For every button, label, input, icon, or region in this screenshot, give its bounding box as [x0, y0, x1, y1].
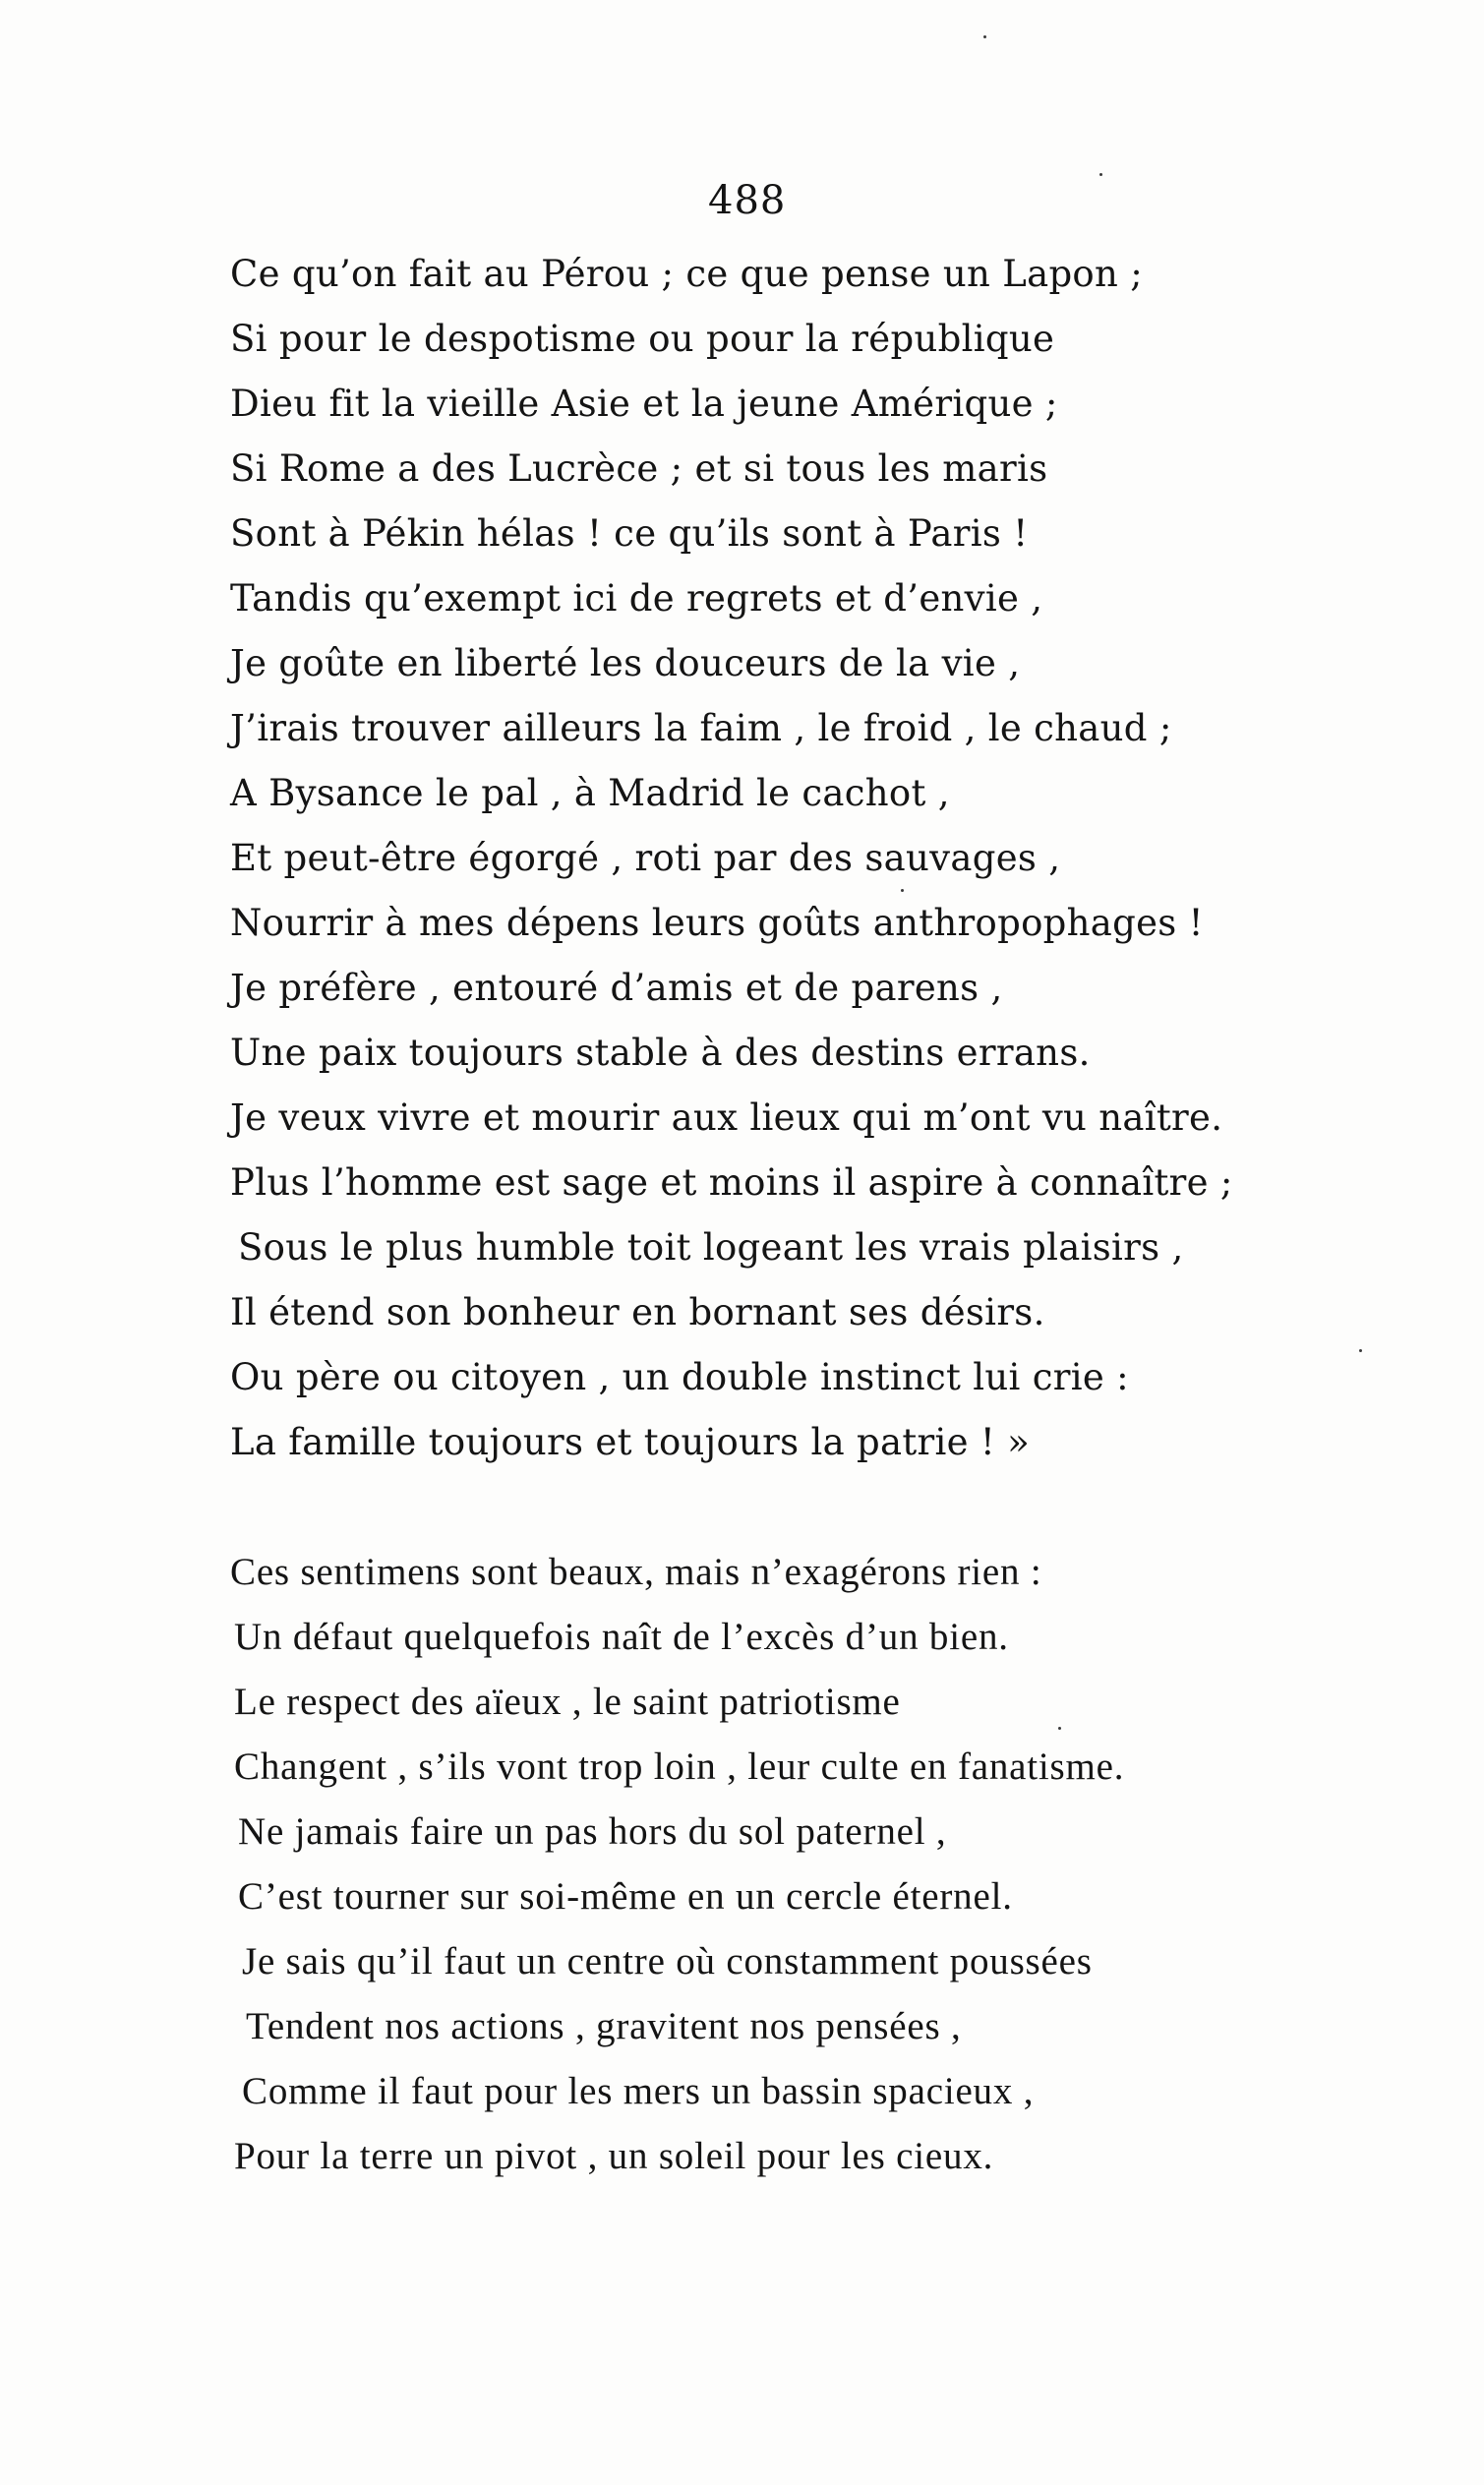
page-number: 488	[708, 178, 787, 223]
verse-line: Je préfère , entouré d’amis et de parens ,	[230, 967, 1003, 1009]
verse-line: Nourrir à mes dépens leurs goûts anthropophages !	[230, 902, 1204, 944]
stanza-1	[230, 242, 1273, 1475]
verse-line: A Bysance le pal , à Madrid le cachot ,	[230, 772, 950, 814]
verse-line: Plus l’homme est sage et moins il aspire à connaître ;	[230, 1161, 1233, 1204]
verse-line: Une paix toujours stable à des destins errans.	[230, 1032, 1091, 1074]
verse-line: J’irais trouver ailleurs la faim , le froid , le chaud ;	[230, 707, 1172, 749]
verse-line: Et peut-être égorgé , roti par des sauvages ,	[230, 837, 1061, 879]
verse-line: Ne jamais faire un pas hors du sol paternel ,	[238, 1810, 947, 1853]
verse-line: Si pour le despotisme ou pour la république	[230, 318, 1055, 360]
verse-line: C’est tourner sur soi-même en un cercle éternel.	[238, 1875, 1013, 1918]
verse-line: Comme il faut pour les mers un bassin spacieux ,	[242, 2070, 1035, 2112]
verse-line: Tendent nos actions , gravitent nos pensées ,	[246, 2005, 962, 2047]
stanza-2	[230, 1540, 1273, 2189]
verse-line: Ou père ou citoyen , un double instinct lui crie :	[230, 1356, 1129, 1398]
verse-line: Il étend son bonheur en bornant ses désirs.	[230, 1291, 1045, 1333]
verse-line: Si Rome a des Lucrèce ; et si tous les maris	[230, 447, 1048, 490]
paper-speck	[1058, 1727, 1061, 1730]
verse-line: Pour la terre un pivot , un soleil pour les cieux.	[234, 2135, 994, 2177]
verse-line: Sont à Pékin hélas ! ce qu’ils sont à Paris !	[230, 512, 1029, 555]
paper-speck	[901, 889, 904, 892]
verse-line: Je sais qu’il faut un centre où constamment poussées	[242, 1940, 1093, 1982]
verse-line: Ce qu’on fait au Pérou ; ce que pense un Lapon ;	[230, 253, 1143, 295]
verse-line: Un défaut quelquefois naît de l’excès d’un bien.	[234, 1616, 1009, 1658]
verse-line: Ces sentimens sont beaux, mais n’exagérons rien :	[230, 1551, 1042, 1593]
verse-line: La famille toujours et toujours la patrie ! »	[230, 1421, 1031, 1463]
paper-speck	[983, 35, 986, 38]
verse-line: Je veux vivre et mourir aux lieux qui m’ont vu naître.	[230, 1096, 1223, 1139]
paper-speck	[1359, 1349, 1362, 1352]
verse-line: Sous le plus humble toit logeant les vrais plaisirs ,	[238, 1226, 1184, 1269]
verse-line: Je goûte en liberté les douceurs de la vie ,	[230, 642, 1021, 684]
paper-speck	[1099, 173, 1102, 176]
verse-line: Dieu fit la vieille Asie et la jeune Amérique ;	[230, 383, 1058, 425]
verse-line: Changent , s’ils vont trop loin , leur culte en fanatisme.	[234, 1745, 1125, 1788]
verse-line: Le respect des aïeux , le saint patriotisme	[234, 1681, 901, 1723]
verse-line: Tandis qu’exempt ici de regrets et d’envie ,	[230, 577, 1043, 620]
